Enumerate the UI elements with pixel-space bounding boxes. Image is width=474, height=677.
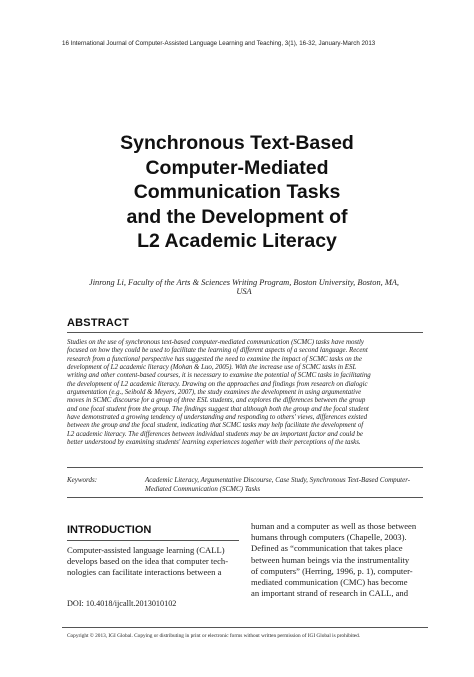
doi: DOI: 10.4018/ijcallt.2013010102 [67, 599, 177, 608]
abstract-line: better understood by examining students' learning experiences together with their perceptions of the tasks. [67, 439, 361, 447]
keywords-line: Mediated Communication (SCMC) Tasks [145, 484, 261, 493]
abstract-line: L2 academic literacy. The differences between individual students may be an important factor and could be [67, 430, 363, 438]
keywords-list [145, 476, 425, 493]
keywords-line: Academic Literacy, Argumentative Discourse, Case Study, Synchronous Text-Based Computer- [145, 476, 411, 484]
body-line: nologies can facilitate interactions between a [67, 567, 222, 578]
left-column-text [67, 545, 239, 579]
body-line: of computers” (Herring, 1996, p. 1), computer- [251, 565, 413, 576]
abstract-line: development of L2 academic literacy (Mohan & Luo, 2005). With the increase use of SCMC tasks in ESL [67, 364, 357, 372]
abstract-line: Studies on the use of synchronous text-based computer-mediated communication (SCMC) tasks have mostly [67, 339, 364, 346]
body-line: Defined as “communication that takes place [251, 543, 403, 554]
abstract-line: moves in SCMC discourse for a group of three ESL students, and explores the differences between the group [67, 397, 366, 405]
body-line: an important strand of research in CALL, and [251, 588, 409, 599]
title-line: and the Development of [126, 205, 348, 228]
author-affiliation [66, 278, 422, 297]
body-line: Computer-assisted language learning (CALL) [67, 545, 225, 555]
title-line: Computer-Mediated [145, 156, 329, 179]
author-line: USA [236, 287, 252, 297]
abstract-line: research from a functional perspective has suggested the need to examine the impact of SCMC tasks on the [67, 355, 362, 363]
body-line: develops based on the idea that computer tech- [67, 556, 229, 567]
author-line: Jinrong Li, Faculty of the Arts & Sciences Writing Program, Boston University, Boston, MA, [89, 278, 399, 287]
title-line: L2 Academic Literacy [137, 230, 337, 252]
abstract-line: writing and other content-based courses, it is necessary to examine the potential of SCMC tasks in facilitating [67, 372, 371, 380]
introduction-rule [67, 540, 239, 541]
running-head: 16 International Journal of Computer-Assisted Language Learning and Teaching, 3(1), 16-32, January-March 2013 [62, 40, 376, 47]
abstract-body [67, 339, 423, 447]
copyright-notice: Copyright © 2013, IGI Global. Copying or distributing in print or electronic forms without written permission of IGI Global is prohibited. [67, 633, 361, 639]
footer-rule [62, 627, 428, 628]
keywords-rule [67, 467, 423, 468]
abstract-line: focused on how they could be used to facilitate the learning of different aspects of a second language. Recent [67, 347, 368, 355]
body-line: between human beings via the instrumentality [251, 554, 410, 565]
body-line: mediated communication (CMC) has become [251, 577, 408, 588]
keywords-label: Keywords: [67, 476, 98, 484]
abstract-line: between the group and the focal student, indicating that SCMC tasks may help facilitate the development of [67, 422, 364, 430]
abstract-rule [67, 332, 423, 333]
introduction-heading: INTRODUCTION [67, 524, 152, 536]
abstract-line: and one focal student from the group. The findings suggest that although both the group and the focal student [67, 405, 369, 413]
body-line: human and a computer as well as those between [251, 521, 417, 531]
title-line: Synchronous Text-Based [120, 132, 354, 154]
abstract-heading: ABSTRACT [67, 317, 130, 329]
abstract-line: argumentation (e.g., Seibold & Meyers, 2007), the study examines the development in using argumentative [67, 389, 362, 397]
body-line: humans through computers (Chapelle, 2003). [251, 532, 407, 543]
article-title [40, 131, 434, 254]
abstract-line: have demonstrated a growing tendency of understanding and responding to others' views, differences existed [67, 414, 368, 422]
right-column-text [251, 521, 423, 599]
keywords-bottom-rule [67, 497, 423, 498]
abstract-line: the development of L2 academic literacy. Drawing on the approaches and findings from research on dialogic [67, 380, 368, 388]
title-line: Communication Tasks [133, 181, 341, 203]
